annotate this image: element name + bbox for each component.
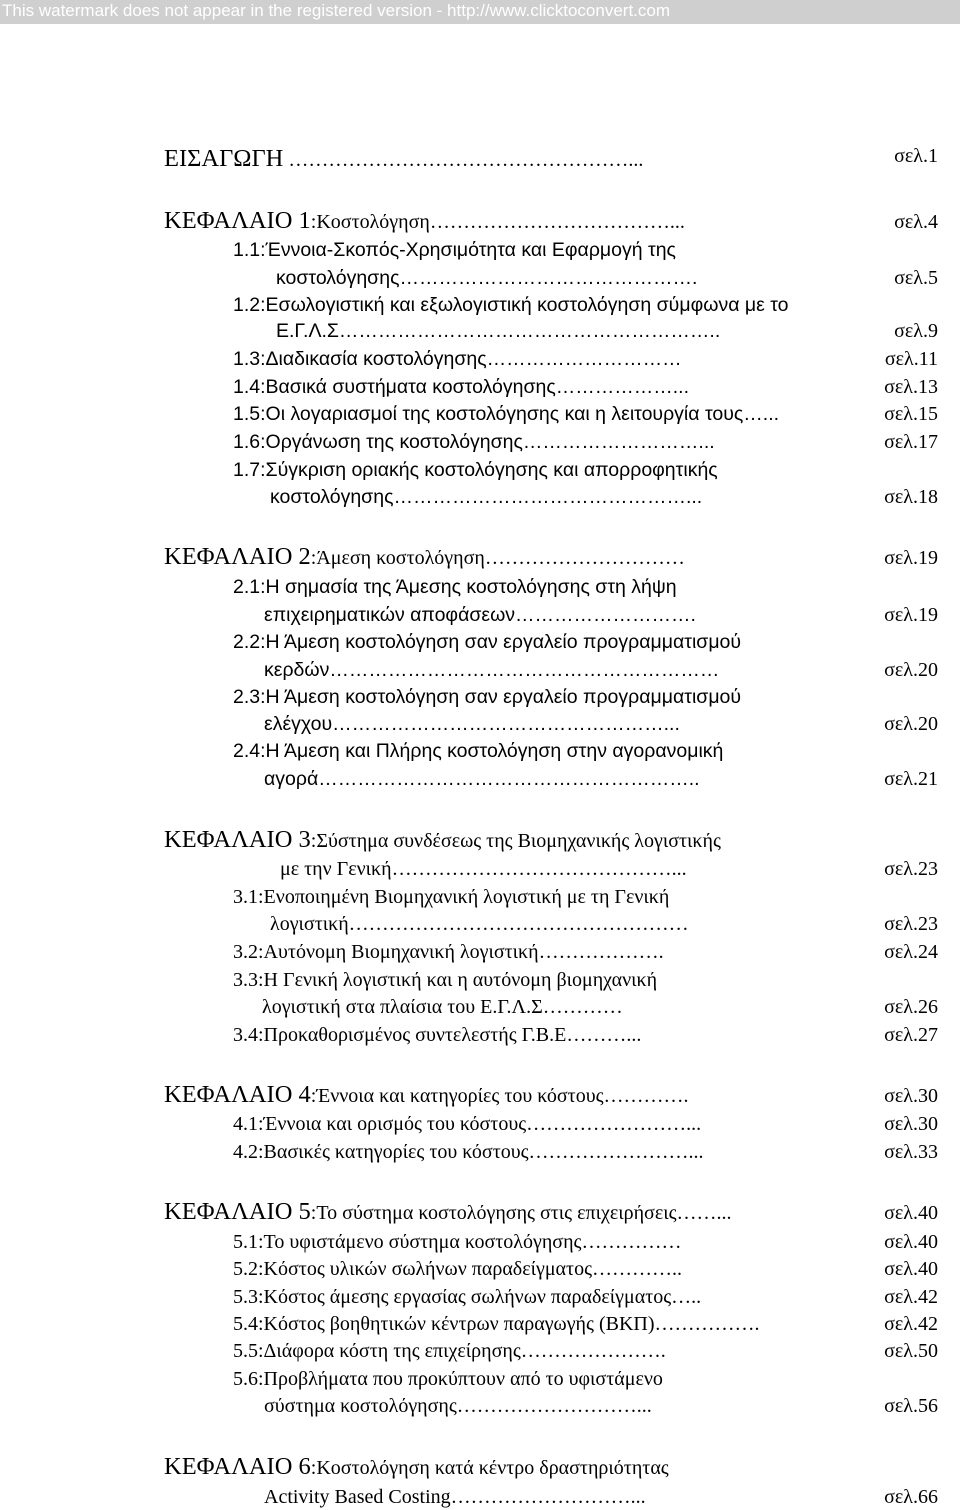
watermark-text: This watermark does not appear in the registered version - xyxy=(2,1,448,20)
toc-page-number: σελ.20 xyxy=(884,713,938,735)
toc-page-number: σελ.1 xyxy=(894,145,938,167)
toc-chapter-4[interactable] xyxy=(164,1081,689,1109)
toc-chapter-subtitle: :Σύστημα συνδέσεως της Βιομηχανικής λογιστικής xyxy=(310,830,721,852)
toc-page-number: σελ.11 xyxy=(884,348,938,370)
toc-section[interactable]: 5.2:Κόστος υλικών σωλήνων παραδείγματος………….. xyxy=(233,1258,682,1280)
toc-page-number: σελ.5 xyxy=(894,267,938,289)
toc-chapter-title: ΚΕΦΑΛΑΙΟ 4 xyxy=(164,1081,311,1108)
toc-page-number: σελ.23 xyxy=(884,913,938,935)
toc-page-number: σελ.15 xyxy=(884,403,938,425)
toc-page-number: σελ.27 xyxy=(884,1024,938,1046)
watermark-link[interactable]: http://www.clicktoconvert.com xyxy=(447,1,671,20)
toc-section[interactable]: 1.5:Οι λογαριασμοί της κοστολόγησης και η λειτουργία τους…... xyxy=(233,403,780,425)
toc-chapter-3[interactable] xyxy=(164,826,721,854)
toc-page-number: σελ.9 xyxy=(894,320,938,342)
toc-chapter-subtitle: :Έννοια και κατηγορίες του κόστους…………. xyxy=(310,1085,689,1107)
toc-section[interactable]: 1.6:Οργάνωση της κοστολόγησης………………………... xyxy=(233,431,715,453)
toc-section[interactable]: 5.6:Προβλήματα που προκύπτουν από το υφιστάμενο xyxy=(233,1368,663,1390)
toc-page-number: σελ.19 xyxy=(884,604,938,626)
toc-page-number: σελ.17 xyxy=(884,431,938,453)
toc-page-number: σελ.33 xyxy=(884,1141,938,1163)
toc-section[interactable]: 3.1:Ενοποιημένη Βιομηχανική λογιστική με τη Γενική xyxy=(233,886,670,908)
toc-section[interactable]: 1.1:Έννοια-Σκοπός-Χρησιμότητα και Εφαρμογή της xyxy=(233,239,676,261)
toc-page-number: σελ.20 xyxy=(884,659,938,681)
toc-section[interactable]: 3.3:Η Γενική λογιστική και η αυτόνομη βιομηχανική xyxy=(233,969,658,991)
toc-chapter-subtitle: ……………………………………………... xyxy=(283,149,644,171)
toc-section[interactable]: 5.1:Το υφιστάμενο σύστημα κοστολόγησης…………… xyxy=(233,1231,682,1253)
toc-section[interactable]: ελέγχου……………………………………………... xyxy=(264,713,680,735)
toc-section[interactable]: κερδών…………………………………………………… xyxy=(264,659,720,681)
toc-chapter-subtitle: :Κοστολόγηση………………………………... xyxy=(310,211,685,233)
toc-page-number: σελ.40 xyxy=(884,1231,938,1253)
toc-chapter-title: ΚΕΦΑΛΑΙΟ 5 xyxy=(164,1198,311,1225)
toc-page-number: σελ.13 xyxy=(884,376,938,398)
toc-section[interactable]: 2.4:Η Άμεση και Πλήρης κοστολόγηση στην αγορανομική xyxy=(233,740,724,762)
toc-page-number: σελ.19 xyxy=(884,547,938,569)
toc-chapter-6[interactable] xyxy=(164,1453,669,1481)
toc-section[interactable]: 2.2:Η Άμεση κοστολόγηση σαν εργαλείο προγραμματισμού xyxy=(233,631,742,653)
toc-chapter-title: ΚΕΦΑΛΑΙΟ 6 xyxy=(164,1453,311,1480)
toc-page-number: σελ.18 xyxy=(884,486,938,508)
toc-page-number: σελ.42 xyxy=(884,1286,938,1308)
toc-chapter-title: ΚΕΦΑΛΑΙΟ 3 xyxy=(164,826,311,853)
toc-section[interactable]: 3.2:Αυτόνομη Βιομηχανική λογιστική………………. xyxy=(233,941,664,963)
toc-section[interactable]: 3.4:Προκαθορισμένος συντελεστής Γ.Β.Ε………... xyxy=(233,1024,642,1046)
toc-page-number: σελ.4 xyxy=(894,211,938,233)
toc-section[interactable]: επιχειρηματικών αποφάσεων………………………. xyxy=(264,604,696,626)
toc-chapter-title: ΚΕΦΑΛΑΙΟ 2 xyxy=(164,543,311,570)
toc-chapter-subtitle: :Το σύστημα κοστολόγησης στις επιχειρήσεις……... xyxy=(310,1202,732,1224)
toc-chapter-title: ΕΙΣΑΓΩΓΗ xyxy=(164,145,284,172)
toc-page-number: σελ.23 xyxy=(884,858,938,880)
toc-section[interactable]: 4.2:Βασικές κατηγορίες του κόστους……………………... xyxy=(233,1141,704,1163)
toc-section[interactable]: λογιστική στα πλαίσια του Ε.Γ.Λ.Σ………… xyxy=(262,996,623,1018)
toc-page-number: σελ.42 xyxy=(884,1313,938,1335)
toc-chapter-subtitle: :Άμεση κοστολόγηση………………………… xyxy=(310,547,685,569)
toc-section[interactable]: αγορά………………………………………………….. xyxy=(264,768,700,790)
toc-section[interactable]: 4.1:Έννοια και ορισμός του κόστους……………………... xyxy=(233,1113,702,1135)
toc-chapter-title: ΚΕΦΑΛΑΙΟ 1 xyxy=(164,207,311,234)
toc-section[interactable]: 1.4:Βασικά συστήματα κοστολόγησης………………... xyxy=(233,376,690,398)
toc-chapter-1[interactable] xyxy=(164,207,685,235)
toc-section[interactable]: 2.1:Η σημασία της Άμεσης κοστολόγησης στη λήψη xyxy=(233,576,677,598)
toc-page-number: σελ.40 xyxy=(884,1258,938,1280)
toc-section[interactable]: σύστημα κοστολόγησης………………………... xyxy=(264,1395,652,1417)
toc-section[interactable]: 1.7:Σύγκριση οριακής κοστολόγησης και απορροφητικής xyxy=(233,459,718,481)
toc-page-number: σελ.56 xyxy=(884,1395,938,1417)
toc-section[interactable]: με την Γενική……………………………………... xyxy=(280,858,687,880)
toc-page-number: σελ.24 xyxy=(884,941,938,963)
toc-section[interactable]: Activity Based Costing………………………... xyxy=(264,1486,646,1508)
toc-section[interactable]: κοστολόγησης………………………………………... xyxy=(270,486,703,508)
watermark-bar xyxy=(0,0,960,24)
toc-page-number: σελ.30 xyxy=(884,1085,938,1107)
toc-section[interactable]: 1.2:Εσωλογιστική και εξωλογιστική κοστολόγηση σύμφωνα με το xyxy=(233,294,789,316)
toc-page-number: σελ.30 xyxy=(884,1113,938,1135)
toc-section[interactable]: Ε.Γ.Λ.Σ………………………………………………….. xyxy=(276,320,721,342)
toc-section[interactable]: 5.3:Κόστος άμεσης εργασίας σωλήνων παραδείγματος….. xyxy=(233,1286,702,1308)
toc-chapter-2[interactable] xyxy=(164,543,685,571)
toc-chapter-subtitle: :Κοστολόγηση κατά κέντρο δραστηριότητας xyxy=(310,1457,669,1479)
toc-section[interactable]: κοστολόγησης………………………………………. xyxy=(276,267,698,289)
toc-page-number: σελ.66 xyxy=(884,1486,938,1508)
toc-section[interactable]: 5.5:Διάφορα κόστη της επιχείρησης…………………. xyxy=(233,1340,666,1362)
toc-page-number: σελ.26 xyxy=(884,996,938,1018)
toc-section[interactable]: 1.3:Διαδικασία κοστολόγησης………………………… xyxy=(233,348,682,370)
toc-page-number: σελ.21 xyxy=(884,768,938,790)
toc-chapter-5[interactable] xyxy=(164,1198,732,1226)
toc-section[interactable]: 2.3:Η Άμεση κοστολόγηση σαν εργαλείο προγραμματισμού xyxy=(233,686,742,708)
toc-page-number: σελ.40 xyxy=(884,1202,938,1224)
toc-section[interactable]: λογιστική…………………………………………… xyxy=(270,913,689,935)
toc-chapter-intro[interactable] xyxy=(164,145,643,173)
toc-section[interactable]: 5.4:Κόστος βοηθητικών κέντρων παραγωγής (ΒΚΠ)……………. xyxy=(233,1313,760,1335)
toc-page-number: σελ.50 xyxy=(884,1340,938,1362)
